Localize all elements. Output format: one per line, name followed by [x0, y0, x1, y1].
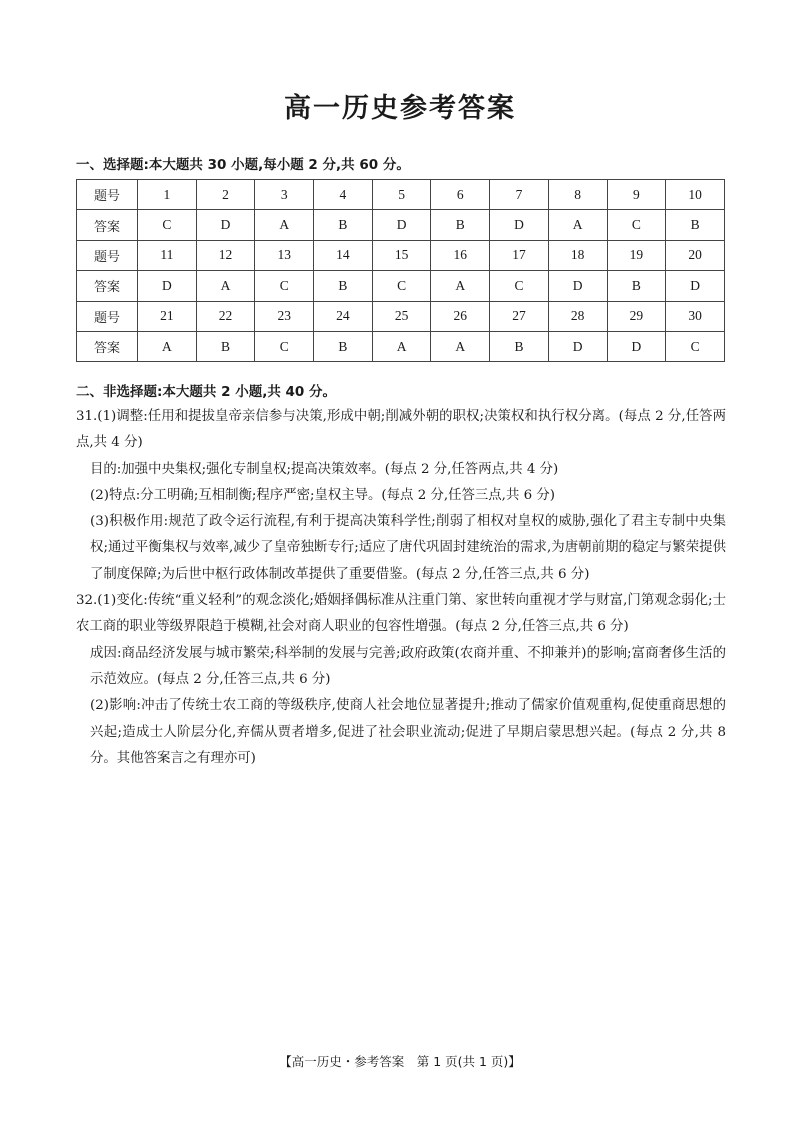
answer-cell: B	[314, 271, 373, 301]
question-number-label: 题号	[77, 240, 138, 270]
answer-cell: D	[548, 331, 607, 361]
question-number-cell: 30	[666, 301, 725, 331]
answer-cell: D	[196, 210, 255, 240]
question-number-cell: 9	[607, 180, 666, 210]
question-number-cell: 1	[138, 180, 197, 210]
question-number-cell: 28	[548, 301, 607, 331]
answer-cell: D	[666, 271, 725, 301]
question-number-cell: 17	[490, 240, 549, 270]
question-number-cell: 20	[666, 240, 725, 270]
question-number-cell: 2	[196, 180, 255, 210]
question-number-cell: 25	[372, 301, 431, 331]
question-number-cell: 19	[607, 240, 666, 270]
answer-cell: C	[255, 331, 314, 361]
answer-cell: C	[372, 271, 431, 301]
answer-cell: B	[666, 210, 725, 240]
question-number-cell: 8	[548, 180, 607, 210]
question-number-cell: 29	[607, 301, 666, 331]
answer-cell: D	[138, 271, 197, 301]
answer-cell: A	[138, 331, 197, 361]
section-heading-multiple-choice: 一、选择题:本大题共 30 小题,每小题 2 分,共 60 分。	[76, 157, 410, 173]
question-number-row	[77, 240, 725, 270]
q32-part1: 32.(1)变化:传统“重义轻利”的观念淡化;婚姻择偶标准从注重门第、家世转向重视才学与财富,门第观念弱化;士农工商的职业等级界限趋于模糊,社会对商人职业的包容性增强。(每点 2 分,任答三点,共 6 分)	[76, 593, 726, 635]
question-number-cell: 27	[490, 301, 549, 331]
question-number-cell: 4	[314, 180, 373, 210]
q31-purpose: 目的:加强中央集权;强化专制皇权;提高决策效率。(每点 2 分,任答两点,共 4 分)	[90, 461, 559, 477]
answer-cell: C	[666, 331, 725, 361]
answer-cell: C	[255, 271, 314, 301]
answer-table	[76, 179, 725, 362]
q32-causes: 成因:商品经济发展与城市繁荣;科举制的发展与完善;政府政策(农商并重、不抑兼并)的影响;富商奢侈生活的示范效应。(每点 2 分,任答三点,共 6 分)	[90, 645, 726, 687]
answer-cell: D	[548, 271, 607, 301]
answer-cell: C	[607, 210, 666, 240]
answer-label: 答案	[77, 210, 138, 240]
answer-row	[77, 331, 725, 361]
page-footer: 【高一历史・参考答案 第 1 页(共 1 页)】	[279, 1054, 521, 1069]
question-number-cell: 24	[314, 301, 373, 331]
answer-cell: B	[196, 331, 255, 361]
question-number-cell: 16	[431, 240, 490, 270]
q32-part2: (2)影响:冲击了传统士农工商的等级秩序,使商人社会地位显著提升;推动了儒家价值观重构,促使重商思想的兴起;造成士人阶层分化,弃儒从贾者增多,促进了社会职业流动;促进了早期启蒙思想兴起。(每点 2 分,共 8 分。其他答案言之有理亦可)	[90, 698, 726, 766]
question-number-cell: 21	[138, 301, 197, 331]
answer-cell: A	[431, 331, 490, 361]
answer-label: 答案	[77, 331, 138, 361]
answer-cell: A	[548, 210, 607, 240]
q31-part1: 31.(1)调整:任用和提拔皇帝亲信参与决策,形成中朝;削减外朝的职权;决策权和执行权分离。(每点 2 分,任答两点,共 4 分)	[76, 409, 726, 451]
question-number-label: 题号	[77, 180, 138, 210]
q31-part3: (3)积极作用:规范了政令运行流程,有利于提高决策科学性;削弱了相权对皇权的威胁,强化了君主专制中央集权;通过平衡集权与效率,减少了皇帝独断专行;适应了唐代巩固封建统治的需求,为唐朝前期的稳定与繁荣提供了制度保障;为后世中枢行政体制改革提供了重要借鉴。(每点 2 分,任答三点,共 6 分)	[90, 514, 726, 582]
answer-cell: C	[490, 271, 549, 301]
question-number-row	[77, 180, 725, 210]
answer-row	[77, 271, 725, 301]
question-number-cell: 3	[255, 180, 314, 210]
question-number-cell: 7	[490, 180, 549, 210]
question-number-cell: 14	[314, 240, 373, 270]
question-number-row	[77, 301, 725, 331]
answer-cell: D	[607, 331, 666, 361]
question-number-cell: 13	[255, 240, 314, 270]
question-number-cell: 26	[431, 301, 490, 331]
question-number-cell: 23	[255, 301, 314, 331]
answer-cell: B	[490, 331, 549, 361]
answer-cell: B	[314, 331, 373, 361]
question-number-cell: 12	[196, 240, 255, 270]
question-number-cell: 10	[666, 180, 725, 210]
answer-row	[77, 210, 725, 240]
answer-cell: D	[372, 210, 431, 240]
question-number-cell: 5	[372, 180, 431, 210]
answer-cell: B	[607, 271, 666, 301]
answer-cell: A	[372, 331, 431, 361]
page-title: 高一历史参考答案	[284, 93, 516, 124]
question-number-label: 题号	[77, 301, 138, 331]
answer-cell: D	[490, 210, 549, 240]
answer-cell: A	[431, 271, 490, 301]
question-number-cell: 6	[431, 180, 490, 210]
question-number-cell: 11	[138, 240, 197, 270]
answer-cell: A	[196, 271, 255, 301]
answer-cell: B	[431, 210, 490, 240]
question-number-cell: 18	[548, 240, 607, 270]
question-number-cell: 15	[372, 240, 431, 270]
answer-cell: B	[314, 210, 373, 240]
answer-cell: A	[255, 210, 314, 240]
section-heading-essay: 二、非选择题:本大题共 2 小题,共 40 分。	[76, 384, 337, 400]
answer-cell: C	[138, 210, 197, 240]
answer-label: 答案	[77, 271, 138, 301]
essay-answers	[76, 404, 726, 772]
q31-part2: (2)特点:分工明确;互相制衡;程序严密;皇权主导。(每点 2 分,任答三点,共 6 分)	[90, 487, 555, 503]
question-number-cell: 22	[196, 301, 255, 331]
